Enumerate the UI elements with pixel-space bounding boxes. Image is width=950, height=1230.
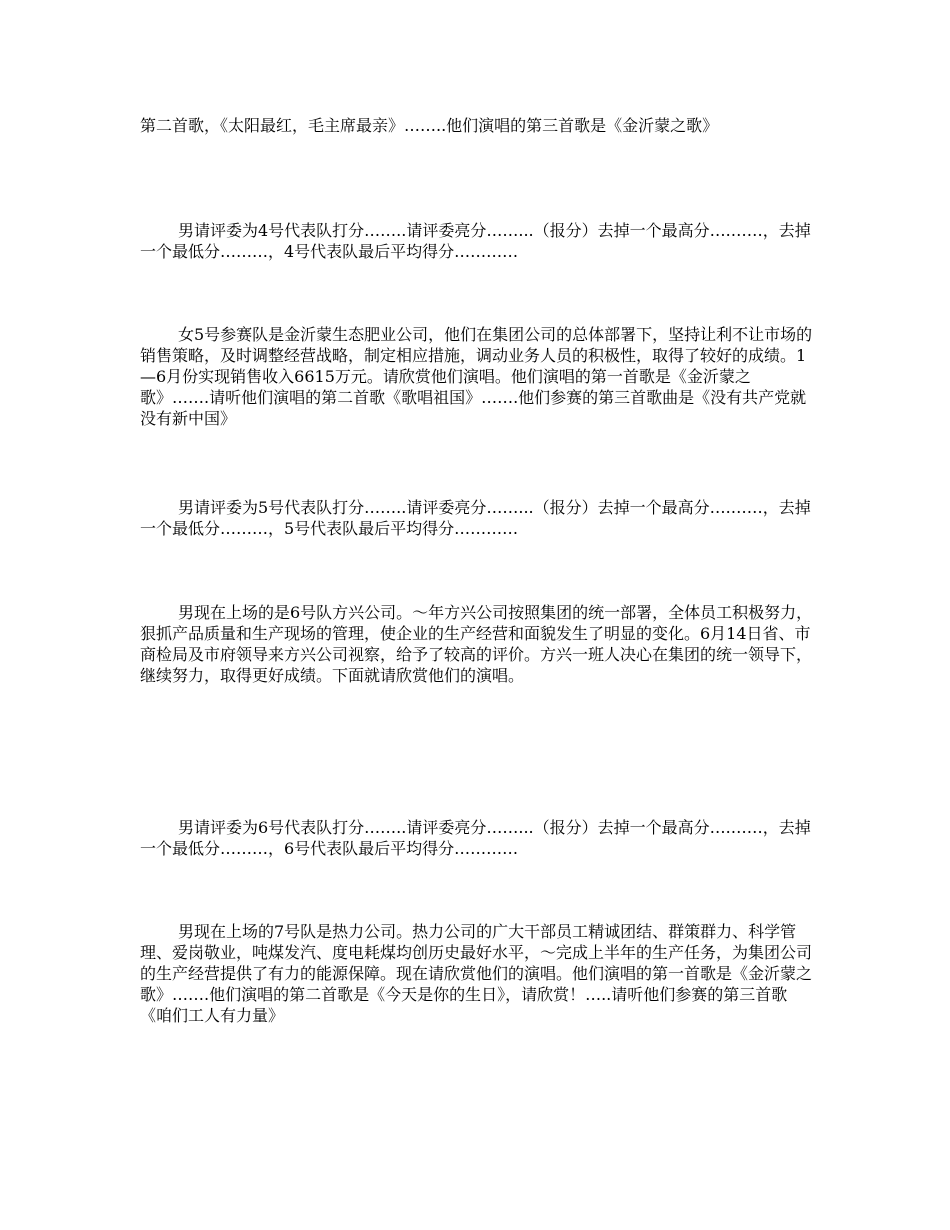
paragraph-score-team-5: 男请评委为5号代表队打分……..请评委亮分……...（报分）去掉一个最高分….……，去掉一个最低分………，5号代表队最后平均得分………… — [140, 498, 811, 538]
paragraph-team-7-intro: 男现在上场的7号队是热力公司。热力公司的广大干部员工精诚团结、群策群力、科学管理、爱岗敬业，吨煤发汽、度电耗煤均创历史最好水平，～完成上半年的生产任务，为集团公司的生产经营提供了有力的能源保障。现在请欣赏他们的演唱。他们演唱的第一首歌是《金沂蒙之歌》…….他们演唱的第二首歌是《今天是你的生日》，请欣赏！…..请听他们参赛的第三首歌《咱们工人有力量》 — [140, 922, 813, 1025]
paragraph-team-5-intro: 女5号参赛队是金沂蒙生态肥业公司，他们在集团公司的总体部署下，坚持让利不让市场的销售策略，及时调整经营战略，制定相应措施，调动业务人员的积极性，取得了较好的成绩。1—6月份实现销售收入6615万元。请欣赏他们演唱。他们演唱的第一首歌是《金沂蒙之歌》…….请听他们演唱的第二首歌《歌唱祖国》…….他们参赛的第三首歌曲是《没有共产党就没有新中国》 — [140, 325, 813, 428]
paragraph-song-list-continued: 第二首歌，《太阳最红，毛主席最亲》……..他们演唱的第三首歌是《金沂蒙之歌》 — [140, 116, 719, 135]
paragraph-score-team-6: 男请评委为6号代表队打分……..请评委亮分……...（报分）去掉一个最高分….……，去掉一个最低分………，6号代表队最后平均得分………… — [140, 818, 811, 858]
paragraph-team-6-intro: 男现在上场的是6号队方兴公司。～年方兴公司按照集团的统一部署，全体员工积极努力，狠抓产品质量和生产现场的管理，使企业的生产经营和面貌发生了明显的变化。6月14日省、市商检局及市府领导来方兴公司视察，给予了较高的评价。方兴一班人决心在集团的统一领导下，继续努力，取得更好成绩。下面就请欣赏他们的演唱。 — [140, 603, 813, 685]
paragraph-score-team-4: 男请评委为4号代表队打分……..请评委亮分……...（报分）去掉一个最高分….……，去掉一个最低分………，4号代表队最后平均得分………… — [140, 221, 811, 261]
